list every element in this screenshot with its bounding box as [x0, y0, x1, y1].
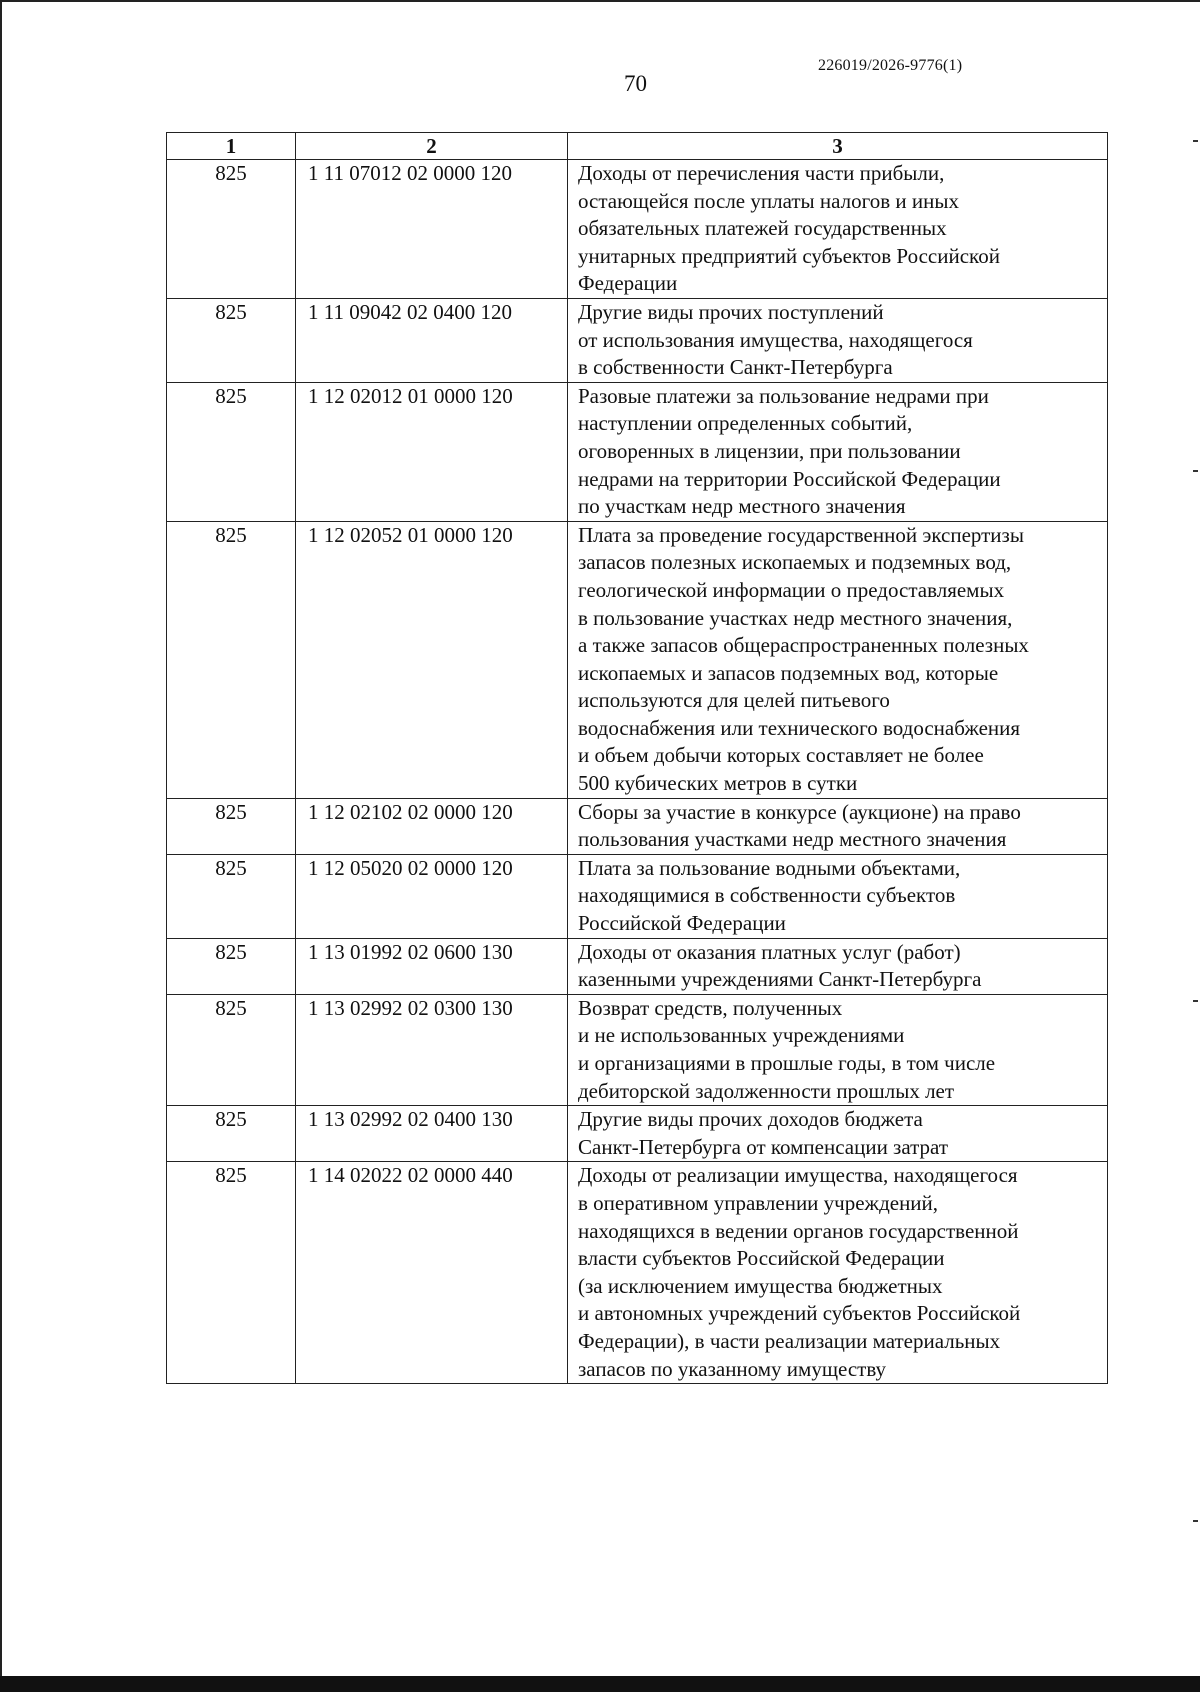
revenue-name-cell [568, 798, 1108, 854]
revenue-name-line: остающейся после уплаты налогов и иных [578, 188, 959, 213]
revenue-name-line: а также запасов общераспространенных полезных [578, 633, 1029, 658]
budget-code-cell: 1 11 07012 02 0000 120 [296, 160, 568, 299]
revenue-name-line: Федерации [578, 271, 678, 296]
revenue-name-line: и автономных учреждений субъектов Российской [578, 1301, 1021, 1326]
revenue-name-line: пользования участками недр местного значения [578, 827, 1007, 852]
revenue-name-cell [568, 1106, 1108, 1162]
revenue-name-line: Доходы от оказания платных услуг (работ) [578, 939, 961, 964]
revenue-name-line: в оперативном управлении учреждений, [578, 1190, 939, 1215]
scan-bottom-edge [0, 1676, 1200, 1692]
revenue-name-line: Другие виды прочих поступлений [578, 299, 884, 324]
revenue-name-line: Доходы от перечисления части прибыли, [578, 161, 945, 185]
revenue-name-line: находящимися в собственности субъектов [578, 883, 956, 908]
table-row [167, 854, 1108, 938]
revenue-name-line: Плата за проведение государственной экспертизы [578, 522, 1024, 547]
revenue-name-line: Доходы от реализации имущества, находящегося [578, 1163, 1018, 1188]
revenue-name-cell [568, 382, 1108, 521]
table-row [167, 1162, 1108, 1384]
revenue-name-line: и объем добычи которых составляет не более [578, 743, 984, 768]
revenue-name-line: Другие виды прочих доходов бюджета [578, 1107, 923, 1132]
revenue-name-cell [568, 938, 1108, 994]
admin-code-cell: 825 [167, 160, 296, 299]
admin-code-cell: 825 [167, 854, 296, 938]
revenue-name-line: Разовые платежи за пользование недрами при [578, 383, 989, 408]
revenue-name-cell [568, 1162, 1108, 1384]
revenue-name-line: унитарных предприятий субъектов Российской [578, 243, 1000, 268]
admin-code-cell: 825 [167, 938, 296, 994]
revenue-name-line: Возврат средств, полученных [578, 995, 843, 1020]
revenue-name-line: и не использованных учреждениями [578, 1023, 905, 1048]
admin-code-cell: 825 [167, 994, 296, 1105]
admin-code-cell: 825 [167, 798, 296, 854]
revenue-name-line: по участкам недр местного значения [578, 494, 906, 519]
table-row [167, 382, 1108, 521]
budget-code-cell: 1 13 01992 02 0600 130 [296, 938, 568, 994]
table-row [167, 521, 1108, 798]
revenue-name-line: (за исключением имущества бюджетных [578, 1273, 943, 1298]
budget-code-cell: 1 11 09042 02 0400 120 [296, 298, 568, 382]
revenue-name-line: наступлении определенных событий, [578, 411, 913, 436]
scan-edge-mark [1193, 140, 1198, 142]
revenue-name-line: геологической информации о предоставляемых [578, 577, 1005, 602]
revenue-name-line: обязательных платежей государственных [578, 216, 947, 241]
budget-code-cell: 1 12 02012 01 0000 120 [296, 382, 568, 521]
revenue-name-line: запасов по указанному имуществу [578, 1356, 887, 1381]
revenue-name-line: Российской Федерации [578, 911, 786, 936]
revenue-name-line: 500 кубических метров в сутки [578, 771, 858, 796]
table-row [167, 994, 1108, 1105]
revenue-name-line: ископаемых и запасов подземных вод, которые [578, 660, 999, 685]
revenue-name-line: Сборы за участие в конкурсе (аукционе) на право [578, 799, 1021, 824]
budget-code-cell: 1 12 05020 02 0000 120 [296, 854, 568, 938]
budget-code-cell: 1 12 02102 02 0000 120 [296, 798, 568, 854]
revenue-name-line: запасов полезных ископаемых и подземных вод, [578, 550, 1012, 575]
revenue-name-line: дебиторской задолженности прошлых лет [578, 1078, 955, 1103]
budget-code-cell: 1 12 02052 01 0000 120 [296, 521, 568, 798]
budget-code-cell: 1 14 02022 02 0000 440 [296, 1162, 568, 1384]
column-header-3: 3 [568, 133, 1108, 160]
admin-code-cell: 825 [167, 1162, 296, 1384]
column-header-1: 1 [167, 133, 296, 160]
table-row [167, 798, 1108, 854]
column-header-2: 2 [296, 133, 568, 160]
revenue-name-line: в собственности Санкт-Петербурга [578, 355, 893, 380]
admin-code-cell: 825 [167, 1106, 296, 1162]
scan-edge-mark [1193, 1000, 1198, 1002]
scan-edge-mark [1193, 1520, 1198, 1522]
revenue-name-line: от использования имущества, находящегося [578, 327, 973, 352]
revenue-name-line: и организациями в прошлые годы, в том числе [578, 1051, 996, 1075]
revenue-name-line: недрами на территории Российской Федерации [578, 466, 1001, 491]
revenue-name-cell [568, 521, 1108, 798]
page-number: 70 [624, 71, 647, 96]
revenue-name-line: водоснабжения или технического водоснабжения [578, 715, 1021, 740]
table-row [167, 1106, 1108, 1162]
revenue-codes-table [166, 132, 1108, 1384]
scan-edge-mark [1193, 470, 1198, 472]
admin-code-cell: 825 [167, 521, 296, 798]
revenue-name-cell [568, 160, 1108, 299]
document-id: 226019/2026-9776(1) [818, 57, 963, 74]
budget-code-cell: 1 13 02992 02 0400 130 [296, 1106, 568, 1162]
revenue-name-line: казенными учреждениями Санкт-Петербурга [578, 967, 982, 992]
table-header-row [167, 133, 1108, 160]
revenue-name-line: используются для целей питьевого [578, 688, 890, 713]
revenue-name-line: находящихся в ведении органов государственной [578, 1218, 1019, 1243]
admin-code-cell: 825 [167, 298, 296, 382]
revenue-name-cell [568, 994, 1108, 1105]
revenue-name-line: Плата за пользование водными объектами, [578, 855, 961, 880]
revenue-name-line: в пользование участках недр местного значения, [578, 605, 1013, 630]
revenue-name-cell [568, 298, 1108, 382]
revenue-name-line: Федерации), в части реализации материальных [578, 1328, 1001, 1353]
revenue-name-line: власти субъектов Российской Федерации [578, 1246, 945, 1271]
table-row [167, 298, 1108, 382]
table-row [167, 160, 1108, 299]
table-body [167, 160, 1108, 1384]
revenue-name-cell [568, 854, 1108, 938]
table-row [167, 938, 1108, 994]
budget-code-cell: 1 13 02992 02 0300 130 [296, 994, 568, 1105]
admin-code-cell: 825 [167, 382, 296, 521]
revenue-name-line: Санкт-Петербурга от компенсации затрат [578, 1134, 949, 1159]
revenue-name-line: оговоренных в лицензии, при пользовании [578, 438, 961, 463]
